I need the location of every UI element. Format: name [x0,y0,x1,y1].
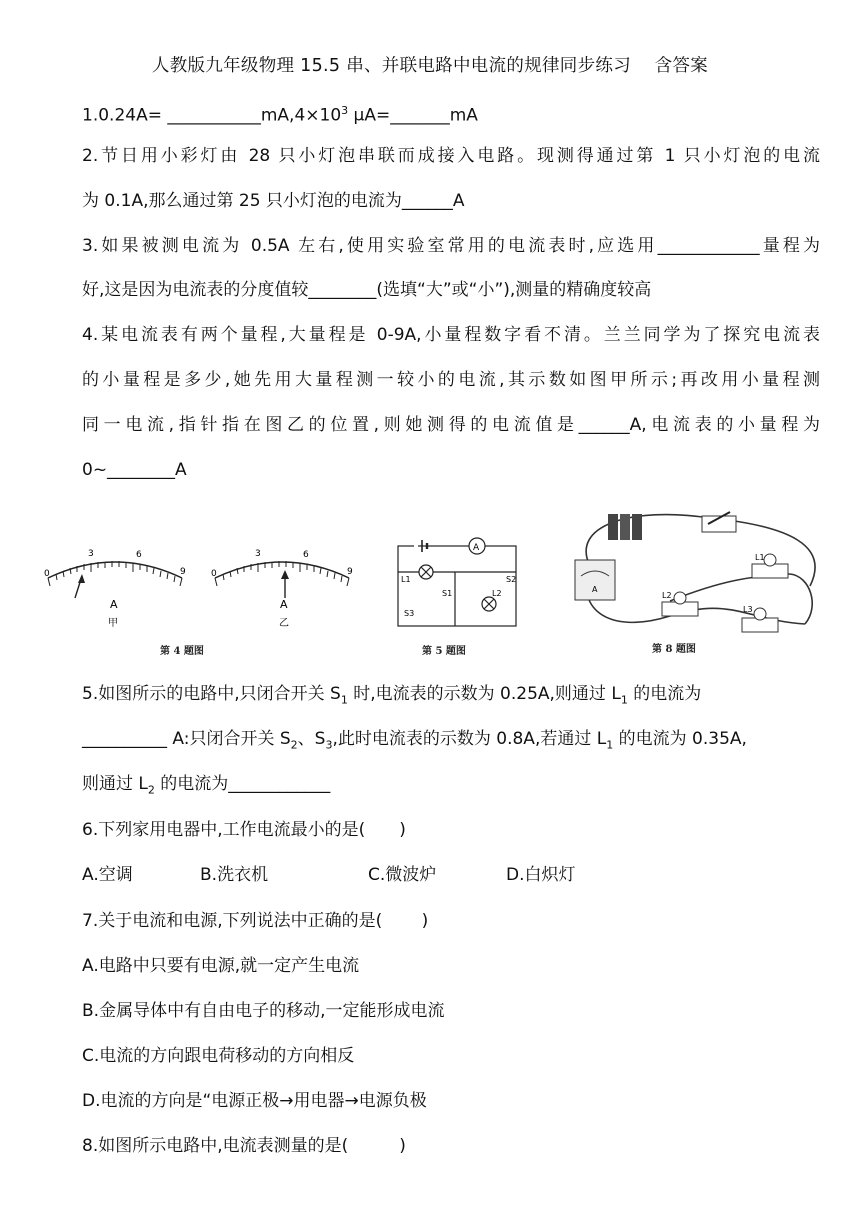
label-jia: 甲 [108,618,118,629]
ammeter-device [575,560,615,600]
q5-l1-s: 1 [340,693,348,707]
q1-text-a: 1.0.24A= ___________mA,4×10 [82,105,342,126]
tick-6-yi: 6 [303,550,309,560]
c5-s1-label: S1 [442,589,453,598]
unit-yi: A [280,598,288,611]
question-5-line-1 [82,683,701,711]
q1-exponent: 3 [341,104,349,117]
question-3-line-2: 好,这是因为电流表的分度值较________(选填“大”或“小”),测量的精确度较高 [82,280,652,300]
q5-l2-a: __________ A:只闭合开关 S [82,729,291,749]
q7-option-c: C.电流的方向跟电荷移动的方向相反 [82,1046,355,1066]
page-title: 人教版九年级物理 15.5 串、并联电路中电流的规律同步练习 含答案 [151,56,709,76]
q5-l1-c: 的电流为 [627,684,702,704]
question-6-stem: 6.下列家用电器中,工作电流最小的是( ) [82,820,406,840]
question-4-line-4: 0~________A [82,460,187,480]
question-3-line-1: 3.如果被测电流为 0.5A 左右,使用实验室常用的电流表时,应选用____________量程为 [82,236,820,256]
question-4-line-2: 的小量程是多少,她先用大量程测一较小的电流,其示数如图甲所示;再改用小量程测 [82,370,820,390]
q1-text-b: μA=_______mA [348,105,478,126]
figures-row [30,506,830,660]
q5-l2-d: 的电流为 0.35A, [613,729,747,749]
c5-ammeter-label: A [473,543,480,553]
q5-l3-a: 则通过 L [82,774,148,794]
q5-l1-b: 时,电流表的示数为 0.25A,则通过 L [347,684,621,704]
needle-tip-yi [281,570,289,579]
c8-ammeter-label: A [592,585,598,594]
figures-svg [30,506,830,660]
tick-9-yi: 9 [347,567,353,577]
ammeter-dial-yi [211,549,353,629]
q5-l2-l: 1 [606,738,614,752]
question-4-line-1: 4.某电流表有两个量程,大量程是 0-9A,小量程数字看不清。兰兰同学为了探究电流表 [82,325,820,345]
q6-option-d: D.白炽灯 [506,865,576,885]
c8-l3-label: L3 [743,605,753,614]
tick-6-jia: 6 [136,550,142,560]
q5-l2-s3: 3 [325,738,333,752]
label-yi: 乙 [279,618,289,629]
q5-l3-b: 的电流为____________ [154,774,331,794]
caption-fig-5: 第 5 题图 [422,646,466,657]
q5-l2-s2: 2 [290,738,298,752]
q5-l1-l: 1 [620,693,628,707]
needle-tip-jia [78,574,85,583]
c8-l1-label: L1 [755,553,765,562]
unit-jia: A [110,598,118,611]
question-5-line-3 [82,773,330,801]
ammeter-dial-jia [44,549,186,629]
q7-option-d: D.电流的方向是“电源正极→用电器→电源负极 [82,1091,427,1111]
q5-l2-c: ,此时电流表的示数为 0.8A,若通过 L [332,729,607,749]
q5-l3-l: 2 [147,783,155,797]
question-7-stem: 7.关于电流和电源,下列说法中正确的是( ) [82,911,429,931]
c5-l1-label: L1 [401,575,411,584]
question-5-line-2 [82,728,747,756]
c5-s2-label: S2 [506,575,517,584]
q6-option-a: A.空调 [82,865,133,885]
circuit-diagram-5 [398,538,516,626]
c8-l2-label: L2 [662,591,672,600]
caption-fig-8: 第 8 题图 [652,644,696,655]
question-2-line-1: 2.节日用小彩灯由 28 只小灯泡串联而成接入电路。现测得通过第 1 只小灯泡的电流 [82,146,820,166]
question-8-stem: 8.如图所示电路中,电流表测量的是( ) [82,1136,406,1156]
q7-option-a: A.电路中只要有电源,就一定产生电流 [82,956,360,976]
c5-s3-label: S3 [404,609,415,618]
q6-option-c: C.微波炉 [368,865,437,885]
caption-fig-4: 第 4 题图 [160,646,204,657]
tick-3-yi: 3 [255,549,261,559]
c5-l2-label: L2 [492,589,502,598]
tick-0-jia: 0 [44,569,50,579]
tick-3-jia: 3 [88,549,94,559]
q7-option-b: B.金属导体中有自由电子的移动,一定能形成电流 [82,1001,445,1021]
tick-0-yi: 0 [211,569,217,579]
battery-pack [608,514,642,540]
question-4-line-3: 同一电流,指针指在图乙的位置,则她测得的电流值是______A,电流表的小量程为 [82,415,820,435]
tick-9-jia: 9 [180,567,186,577]
q6-option-b: B.洗衣机 [200,865,269,885]
q5-l2-b: 、S [297,729,326,749]
q5-l1-a: 5.如图所示的电路中,只闭合开关 S [82,684,341,704]
question-2-line-2: 为 0.1A,那么通过第 25 只小灯泡的电流为______A [82,191,465,211]
question-1 [82,100,478,127]
knife-switch [702,512,736,532]
